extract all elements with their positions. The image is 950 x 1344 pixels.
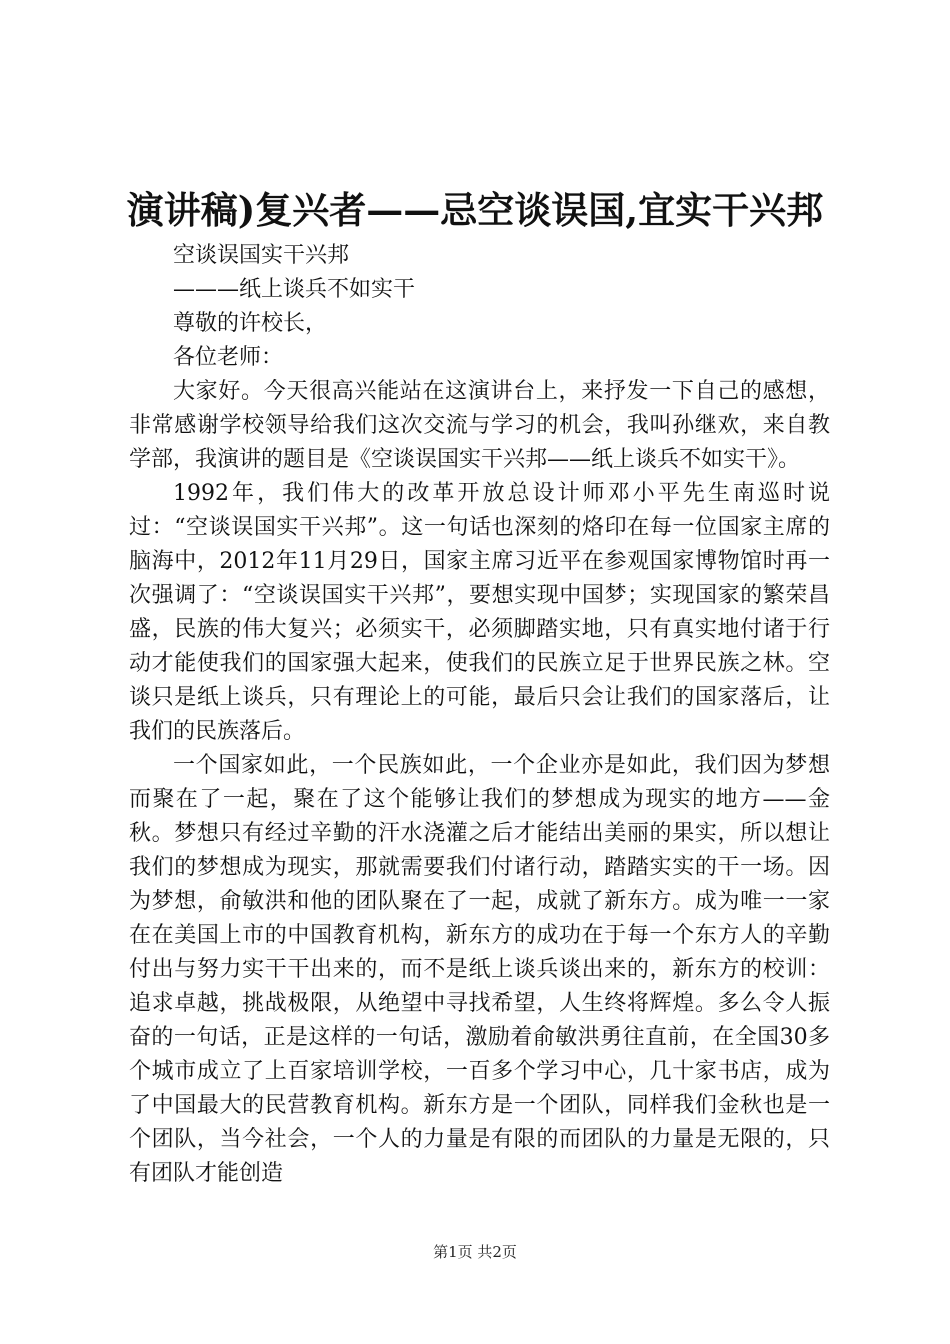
document-body: [129, 239, 830, 1191]
document-title: 演讲稿)复兴者——忌空谈误国,宜实干兴邦: [126, 188, 824, 232]
salutation-line: 尊敬的许校长，: [173, 311, 328, 336]
subtitle-line: ———纸上谈兵不如实干: [173, 277, 416, 302]
subtitle-line: 空谈误国实干兴邦: [173, 243, 350, 268]
paragraph: 一个国家如此，一个民族如此，一个企业亦是如此，我们因为梦想而聚在了一起，聚在了这个能够让我们的梦想成为现实的地方——金秋。梦想只有经过辛勤的汗水浇灌之后才能结出美丽的果实，所以想让我们的梦想成为现实，那就需要我们付诸行动，踏踏实实的干一场。因为梦想，俞敏洪和他的团队聚在了一起，成就了新东方。成为唯一一家在在美国上市的中国教育机构，新东方的成功在于每一个东方人的辛勤付出与努力实干干出来的，而不是纸上谈兵谈出来的，新东方的校训：追求卓越，挑战极限，从绝望中寻找希望，人生终将辉煌。多么令人振奋的一句话，正是这样的一句话，激励着俞敏洪勇往直前，在全国30多个城市成立了上百家培训学校，一百多个学习中心，几十家书店，成为了中国最大的民营教育机构。新东方是一个团队，同样我们金秋也是一个团队，当今社会，一个人的力量是有限的而团队的力量是无限的，只有团队才能创造: [129, 753, 830, 1186]
salutation-line: 各位老师：: [173, 345, 284, 370]
speech-paragraphs: [129, 375, 830, 1191]
paragraph: 大家好。今天很高兴能站在这演讲台上，来抒发一下自己的感想，非常感谢学校领导给我们这次交流与学习的机会，我叫孙继欢，来自教学部，我演讲的题目是《空谈误国实干兴邦——纸上谈兵不如实干》。: [129, 379, 830, 472]
paragraph: 1992年，我们伟大的改革开放总设计师邓小平先生南巡时说过：“空谈误国实干兴邦”。这一句话也深刻的烙印在每一位国家主席的脑海中，2012年11月29日，国家主席习近平在参观国家博物馆时再一次强调了：“空谈误国实干兴邦”，要想实现中国梦；实现国家的繁荣昌盛，民族的伟大复兴；必须实干，必须脚踏实地，只有真实地付诸于行动才能使我们的国家强大起来，使我们的民族立足于世界民族之林。空谈只是纸上谈兵，只有理论上的可能，最后只会让我们的国家落后，让我们的民族落后。: [129, 481, 830, 744]
page-number-footer: 第1页 共2页: [433, 1243, 517, 1261]
